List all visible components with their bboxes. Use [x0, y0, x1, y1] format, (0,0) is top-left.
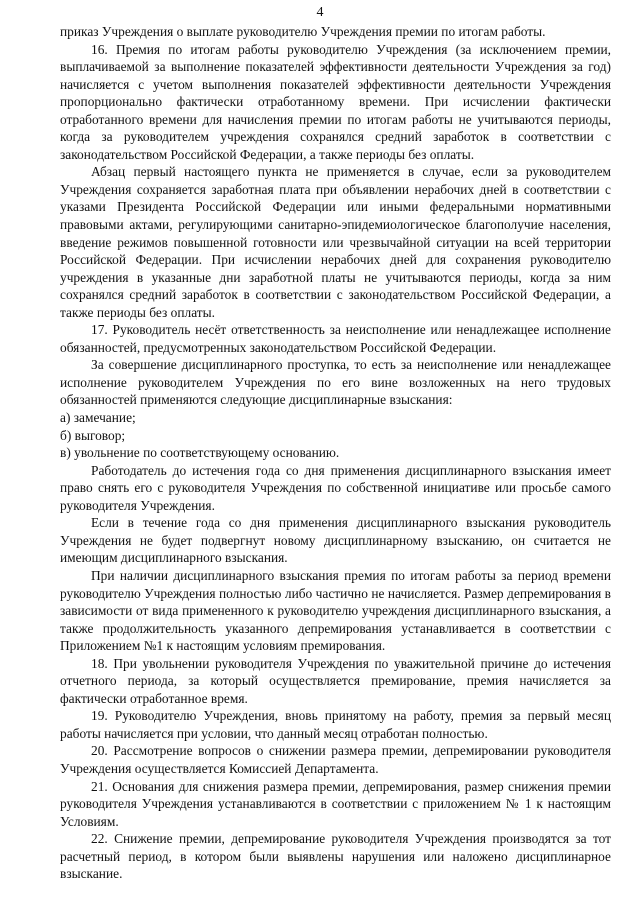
- list-item-b: б) выговор;: [60, 427, 126, 443]
- paragraph-remove-penalty: Работодатель до истечения года со дня применения дисциплинарного взыскания имеет право снять его с руководителя Учреждения по собственной инициативе или просьбе самого руководителя Учреждения.: [60, 462, 611, 513]
- paragraph-disciplinary-intro: За совершение дисциплинарного проступка, то есть за неисполнение или ненадлежащее исполнение руководителем Учреждения по его вине возложенных на него трудовых обязанностей применяются следующие дисциплинарные взыскания:: [60, 357, 611, 408]
- paragraph-item-18: 18. При увольнении руководителя Учреждения по уважительной причине до истечения отчетного периода, за который осуществляется премирование, премия начисляется за фактически отработанное время.: [60, 655, 611, 706]
- paragraph-item-16: 16. Премия по итогам работы руководителю Учреждения (за исключением премии, выплачиваемой за выполнение показателей эффективности деятельности Учреждения за год) начисляется с учетом выполнения показателей эффективности деятельности Учреждения пропорционально фактически отработанному времени. При исчислении фактически отработанного времени для начисления премии по итогам работы не учитываются периоды, когда за руководителем учреждения сохранялся средний заработок в соответствии с законодательством Российской Федерации, а также периоды без оплаты.: [60, 41, 611, 162]
- paragraph-depremiation: При наличии дисциплинарного взыскания премия по итогам работы за период времени руководителю Учреждения полностью либо частично не начисляется. Размер депремирования в зависимости от вида примененного к руководителю учреждения дисциплинарного взыскания, а также продолжительность указанного депремирования устанавливается в соответствии с Приложением №1 к настоящим условиям премирования.: [60, 567, 611, 654]
- paragraph-item-21: 21. Основания для снижения размера премии, депремирования, размер снижения премии руководителя Учреждения устанавливаются в соответствии с приложением № 1 к настоящим Условиям.: [60, 778, 611, 829]
- paragraph-item-22: 22. Снижение премии, депремирование руководителя Учреждения производятся за тот расчетный период, в котором были выявлены нарушения или наложено дисциплинарное взыскание.: [60, 831, 611, 882]
- page-number: 4: [316, 5, 324, 20]
- paragraph-item-17: 17. Руководитель несёт ответственность за неисполнение или ненадлежащее исполнение обязанностей, предусмотренных законодательством Российской Федерации.: [60, 322, 611, 355]
- list-item-c: в) увольнение по соответствующему основанию.: [60, 445, 340, 461]
- list-item-a: а) замечание;: [60, 410, 136, 426]
- paragraph-item-20: 20. Рассмотрение вопросов о снижении размера премии, депремировании руководителя Учреждения осуществляется Комиссией Департамента.: [60, 743, 611, 776]
- paragraph-item-16-exception: Абзац первый настоящего пункта не применяется в случае, если за руководителем Учреждения сохраняется заработная плата при объявлении нерабочих дней в соответствии с указами Президента Российской Федерации или иными федеральными нормативными правовыми актами, регулирующими санитарно-эпидемиологическое благополучие населения, введение режимов повышенной готовности или чрезвычайной ситуации на всей территории Российской Федерации. При исчислении нерабочих дней для сохранения руководителю учреждения в указанные дни заработной платы не учитываются периоды, когда за ним сохранялся средний заработок в соответствии с законодательством Российской Федерации, а также периоды без оплаты.: [60, 164, 611, 320]
- document-body: [60, 23, 611, 883]
- paragraph-continuation: приказ Учреждения о выплате руководителю Учреждения премии по итогам работы.: [60, 24, 546, 39]
- paragraph-item-19: 19. Руководителю Учреждения, вновь принятому на работу, премия за первый месяц работы начисляется при условии, что данный месяц отработан полностью.: [60, 708, 611, 741]
- paragraph-penalty-expiry: Если в течение года со дня применения дисциплинарного взыскания руководитель Учреждения не будет подвергнут новому дисциплинарному взысканию, он считается не имеющим дисциплинарного взыскания.: [60, 515, 611, 566]
